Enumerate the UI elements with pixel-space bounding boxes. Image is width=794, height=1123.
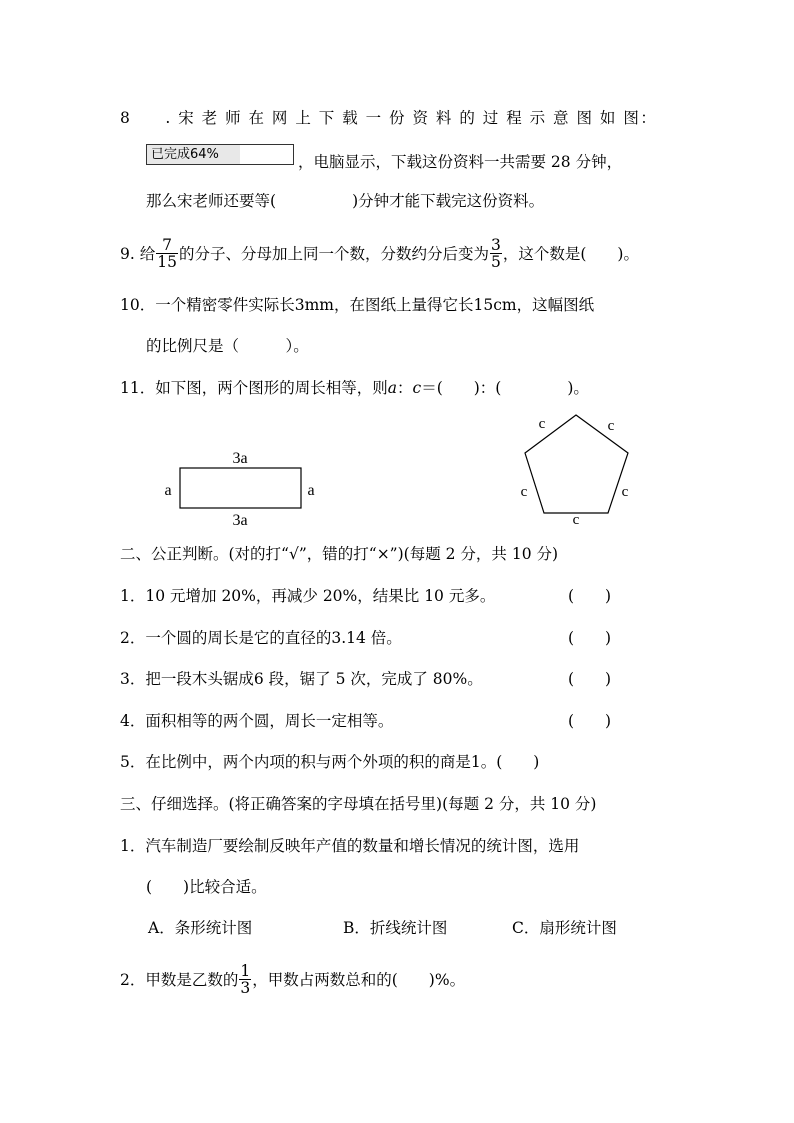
q10-line1: 10．一个精密零件实际长3mm，在图纸上量得它长15cm，这幅图纸 bbox=[120, 296, 595, 314]
rectangle-shape bbox=[180, 468, 301, 508]
judge-item-3: 3．把一段木头锯成6 段，锯了 5 次，完成了 80%。 bbox=[120, 670, 483, 688]
pent-label-lower-right: c bbox=[621, 484, 629, 500]
q11-var-c: c bbox=[412, 379, 422, 397]
rect-right-label: a bbox=[307, 482, 315, 499]
q11-var-a: a bbox=[387, 379, 397, 397]
q11-colon1: ： bbox=[396, 379, 413, 397]
choice-q2-suffix: ，甲数占两数总和的( )%。 bbox=[252, 971, 466, 989]
option-a: A．条形统计图 bbox=[148, 919, 253, 937]
judge-item-1-paren[interactable]: ( ) bbox=[568, 587, 612, 605]
progress-label: 已完成64% bbox=[151, 147, 219, 162]
q9-middle: 的分子、分母加上同一个数，分数约分后变为 bbox=[178, 245, 489, 263]
choice-q1-line1: 1．汽车制造厂要绘制反映年产值的数量和增长情况的统计图，选用 bbox=[120, 837, 580, 855]
section3-heading: 三、仔细选择。(将正确答案的字母填在括号里)(每题 2 分，共 10 分) bbox=[120, 795, 597, 813]
option-c: C．扇形统计图 bbox=[512, 919, 617, 937]
q8-line1: 8 . 宋 老 师 在 网 上 下 载 一 份 资 料 的 过 程 示 意 图 如 图： bbox=[120, 109, 658, 127]
choice-q2-frac-den: 3 bbox=[240, 978, 251, 997]
choice-q1-line2: ( )比较合适。 bbox=[146, 878, 267, 896]
option-b: B．折线统计图 bbox=[343, 919, 448, 937]
section2-heading: 二、公正判断。(对的打“√”，错的打“×”)(每题 2 分，共 10 分) bbox=[120, 545, 559, 563]
pent-label-lower-left: c bbox=[520, 484, 528, 500]
q8-line3-b: )分钟才能下载完这份资料。 bbox=[352, 192, 545, 210]
q9-suffix: ，这个数是( )。 bbox=[502, 245, 639, 263]
q11-prefix: 11．如下图，两个图形的周长相等，则 bbox=[120, 379, 388, 397]
choice-q2-prefix: 2．甲数是乙数的 bbox=[120, 971, 239, 989]
q8-line3-a: 那么宋老师还要等( bbox=[146, 192, 277, 210]
q9-frac2-den: 5 bbox=[490, 252, 501, 271]
choice-q2-line bbox=[120, 958, 465, 1002]
q9-frac1-num: 7 bbox=[156, 237, 178, 254]
q9-frac1-den: 15 bbox=[157, 252, 177, 271]
judge-item-3-paren[interactable]: ( ) bbox=[568, 670, 612, 688]
pent-label-bottom: c bbox=[572, 512, 580, 528]
q11-suffix2: )。 bbox=[567, 379, 589, 397]
q9-prefix: 9. 给 bbox=[120, 245, 156, 263]
choice-q2-frac-num: 1 bbox=[240, 961, 251, 980]
judge-item-5-paren[interactable]: ( ) bbox=[496, 753, 540, 771]
judge-item-1: 1．10 元增加 20%，再减少 20%，结果比 10 元多。 bbox=[120, 587, 496, 605]
judge-item-4-paren[interactable]: ( ) bbox=[568, 712, 612, 730]
q11-colon2: ：( bbox=[479, 379, 502, 397]
q10-line2: 的比例尺是（ ）。 bbox=[146, 337, 309, 355]
judge-item-2-paren[interactable]: ( ) bbox=[568, 629, 612, 647]
rect-bottom-label: 3a bbox=[232, 512, 248, 529]
judge-item-2: 2．一个圆的周长是它的直径的3.14 倍。 bbox=[120, 629, 402, 647]
judge-item-5 bbox=[120, 752, 539, 772]
q8-line2: ，电脑显示，下载这份资料一共需要 28 分钟， bbox=[298, 153, 623, 171]
rect-left-label: a bbox=[164, 482, 172, 499]
pent-label-upper-left: c bbox=[538, 416, 546, 432]
pent-label-upper-right: c bbox=[607, 418, 615, 434]
q11-suffix1: ＝( ) bbox=[421, 379, 480, 397]
q9-frac2-num: 3 bbox=[490, 235, 501, 254]
rect-top-label: 3a bbox=[232, 450, 248, 467]
judge-item-5-text: 5．在比例中，两个内项的积与两个外项的积的商是1。 bbox=[120, 753, 497, 771]
judge-item-4: 4．面积相等的两个圆，周长一定相等。 bbox=[120, 712, 394, 730]
choice-q2-fraction bbox=[239, 963, 251, 996]
